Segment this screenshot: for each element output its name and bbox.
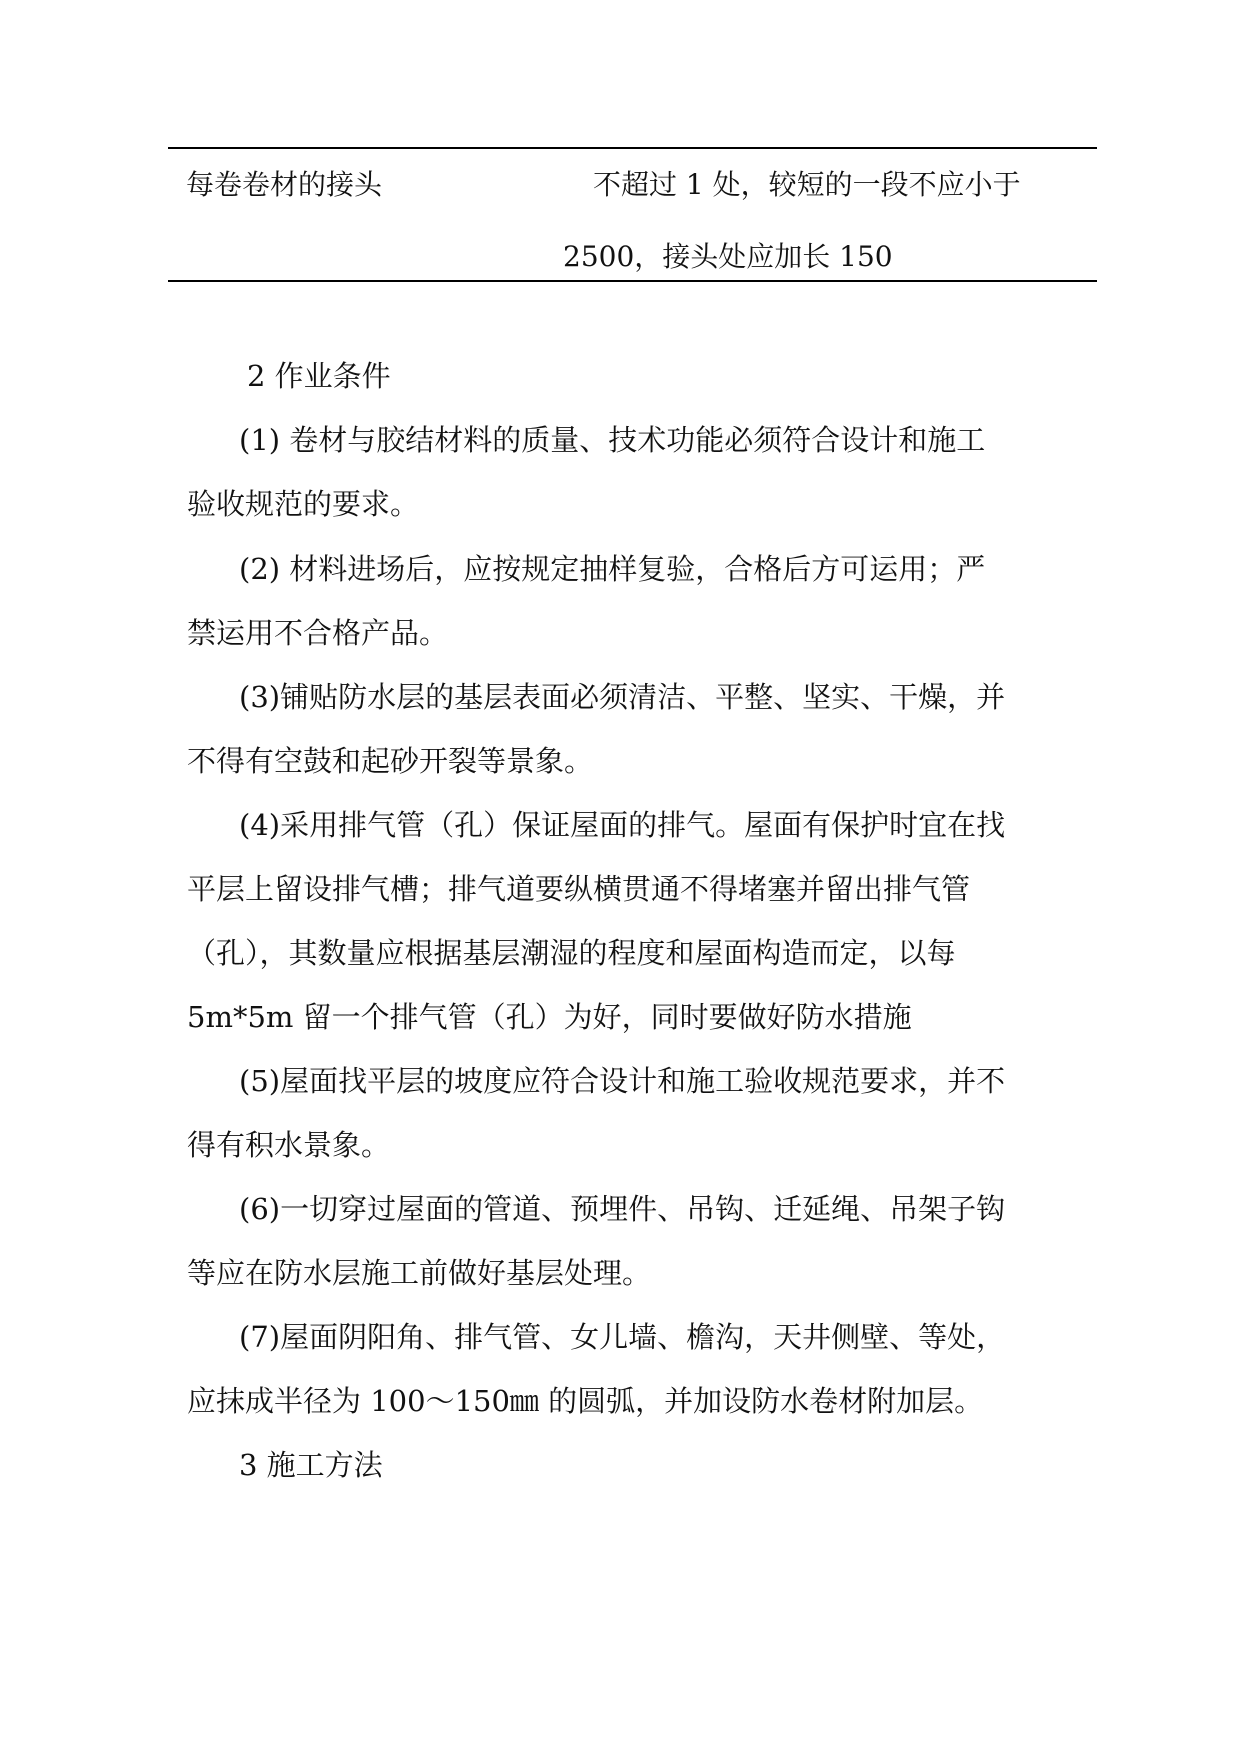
section-heading-text: 3 施工方法: [239, 1448, 383, 1482]
item-line: 应抹成半径为 100～150㎜ 的圆弧，并加设防水卷材附加层。: [187, 1384, 984, 1418]
list-item-4: [187, 793, 1057, 1049]
item-line: 平层上留设排气槽；排气道要纵横贯通不得堵塞并留出排气管: [187, 872, 971, 906]
item-line: （孔），其数量应根据基层潮湿的程度和屋面构造而定，以每: [187, 936, 956, 970]
item-line: (1) 卷材与胶结材料的质量、技术功能必须符合设计和施工: [239, 423, 986, 457]
item-line: 得有积水景象。: [187, 1128, 391, 1162]
spec-table: [168, 147, 1097, 282]
item-line: (4)采用排气管（孔）保证屋面的排气。屋面有保护时宜在找: [239, 808, 1006, 842]
item-line: 不得有空鼓和起砂开裂等景象。: [187, 744, 594, 778]
item-line: (5)屋面找平层的坡度应符合设计和施工验收规范要求，并不: [239, 1064, 1006, 1098]
list-item-1: [187, 408, 1057, 536]
table-value-line-1: 不超过 1 处，较短的一段不应小于: [593, 168, 1021, 201]
item-line: (2) 材料进场后，应按规定抽样复验，合格后方可运用；严: [239, 552, 986, 586]
table-row-value: [563, 165, 1033, 277]
list-item-5: [187, 1049, 1057, 1177]
section-heading-text: 2 作业条件: [247, 359, 391, 393]
table-value-line-2: 2500，接头处应加长 150: [563, 240, 893, 273]
item-line: 5m*5m 留一个排气管（孔）为好，同时要做好防水措施: [187, 1000, 912, 1034]
list-item-6: [187, 1177, 1057, 1305]
list-item-3: [187, 665, 1057, 793]
item-line: (7)屋面阴阳角、排气管、女儿墙、檐沟，天井侧壁、等处，: [239, 1320, 1006, 1354]
item-line: 禁运用不合格产品。: [187, 616, 449, 650]
list-item-7: [187, 1305, 1057, 1433]
section-heading-2: [187, 344, 1057, 408]
section-heading-3: [187, 1433, 1057, 1497]
list-item-2: [187, 537, 1057, 665]
item-line: (3)铺贴防水层的基层表面必须清洁、平整、坚实、干燥，并: [239, 680, 1006, 714]
item-line: 验收规范的要求。: [187, 487, 420, 521]
item-line: 等应在防水层施工前做好基层处理。: [187, 1256, 652, 1290]
table-row-label: 每卷卷材的接头: [186, 168, 383, 201]
item-line: (6)一切穿过屋面的管道、预埋件、吊钩、迁延绳、吊架子钩: [239, 1192, 1006, 1226]
